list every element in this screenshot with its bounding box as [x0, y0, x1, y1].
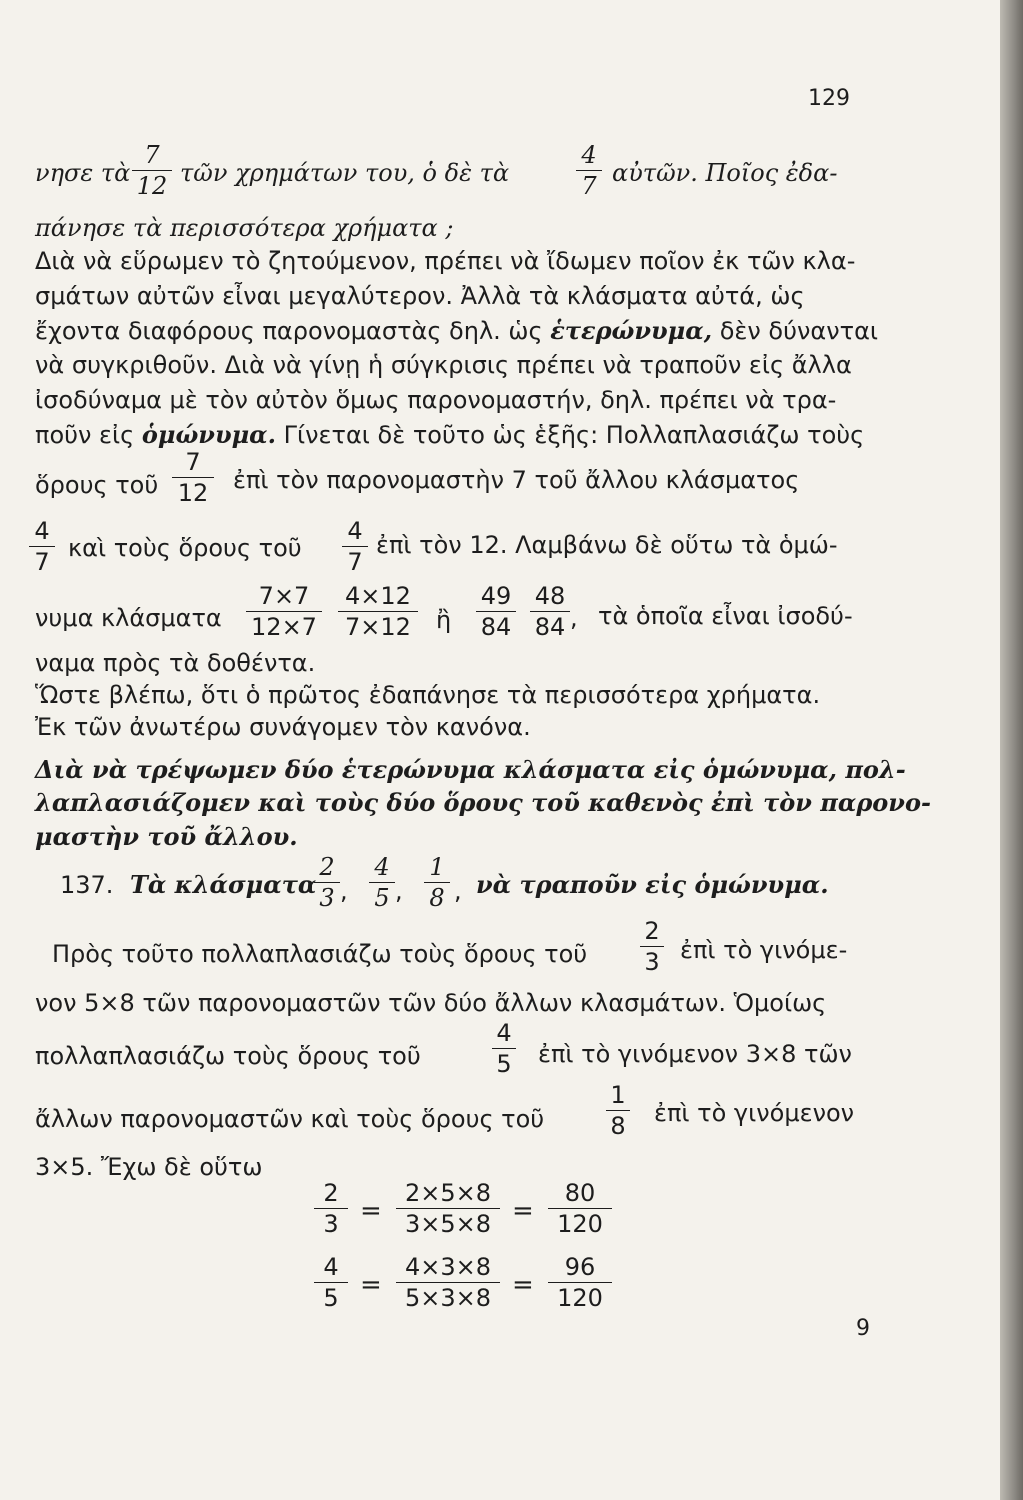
fraction-num: 4 [369, 854, 395, 883]
intro-text-c: αὐτῶν. Ποῖος ἐδα- [612, 159, 838, 187]
fraction-den: 120 [557, 1284, 603, 1312]
text-segment: ἐπὶ τὸν 12. Λαμβάνω δὲ οὕτω τὰ ὁμώ- [376, 531, 838, 559]
fraction-4-7 [342, 518, 368, 576]
text-line: σμάτων αὐτῶν εἶναι μεγαλύτερον. Ἀλλὰ τὰ κλάσματα αὐτά, ὡς [35, 282, 805, 310]
bold-term: ὁμώνυμα. [141, 420, 276, 449]
intro-line-2: πάνησε τὰ περισσότερα χρήματα ; [35, 214, 454, 242]
problem-number: 137. [60, 871, 114, 899]
equation-middle [396, 1180, 500, 1238]
fraction-4-7 [29, 518, 55, 576]
fraction-den: 3 [644, 948, 660, 976]
fraction-7x7-12x7 [246, 583, 322, 641]
fraction-den: 84 [480, 613, 512, 641]
text-segment: πολλαπλασιάζω τοὺς ὅρους τοῦ [35, 1042, 421, 1070]
equals-sign: = [360, 1196, 382, 1226]
text-segment: ἄλλων παρονομαστῶν καὶ τοὺς ὅρους τοῦ [35, 1105, 545, 1133]
fraction-num: 7 [132, 142, 172, 171]
book-edge-shadow [1000, 0, 1023, 1500]
text-line: νὰ συγκριθοῦν. Διὰ νὰ γίνῃ ἡ σύγκρισις πρέπει νὰ τραποῦν εἰς ἄλλα [35, 351, 852, 379]
text-line: 3×5. Ἔχω δὲ οὕτω [35, 1153, 263, 1181]
fraction-49-84 [476, 583, 516, 641]
text-segment: Γίνεται δὲ τοῦτο ὡς ἑξῆς: Πολλαπλασιάζω τοὺς [283, 421, 865, 449]
equals-sign: = [512, 1196, 534, 1226]
fraction-4-5 [369, 854, 395, 912]
fraction-num: 4 [576, 142, 602, 171]
fraction-num: 1 [606, 1082, 630, 1111]
equals-sign: = [512, 1270, 534, 1300]
text-segment: καὶ τοὺς ὅρους τοῦ [68, 534, 302, 562]
bold-term: ἑτερώνυμα, [550, 316, 713, 345]
fraction-num: 2 [314, 854, 340, 883]
fraction-4x12-7x12 [338, 583, 418, 641]
fraction-den: 7 [581, 172, 597, 200]
comma: , [395, 877, 403, 905]
intro-text-a: νησε τὰ [35, 159, 131, 187]
fraction-num: 2 [640, 918, 664, 947]
equation-middle [396, 1254, 500, 1312]
fraction-4-7 [576, 142, 602, 200]
fraction-num: 4 [342, 518, 368, 547]
rule-line: μαστὴν τοῦ ἄλλου. [35, 822, 298, 851]
text-line: Ἐκ τῶν ἀνωτέρω συνάγομεν τὸν κανόνα. [35, 713, 531, 741]
fraction-den: 7 [34, 548, 50, 576]
fraction-num: 4×12 [338, 583, 418, 612]
rule-line: Διὰ νὰ τρέψωμεν δύο ἑτερώνυμα κλάσματα εἰς ὁμώνυμα, πολ- [35, 755, 906, 784]
fraction-den: 84 [534, 613, 566, 641]
comma: , [340, 877, 348, 905]
fraction-den: 5×3×8 [404, 1284, 492, 1312]
text-segment: ἐπὶ τὸ γινόμενον 3×8 τῶν [538, 1040, 852, 1068]
text-line [35, 420, 864, 450]
comma: , [570, 604, 578, 632]
fraction-num: 80 [548, 1180, 612, 1209]
equation-rhs [548, 1254, 612, 1312]
fraction-den: 5 [496, 1050, 512, 1078]
rule-line: λαπλασιάζομεν καὶ τοὺς δύο ὅρους τοῦ καθενὸς ἐπὶ τὸν παρονο- [35, 788, 931, 817]
fraction-den: 3 [323, 1210, 339, 1238]
fraction-den: 3 [319, 884, 335, 912]
fraction-1-8 [424, 854, 450, 912]
fraction-7-12 [172, 449, 214, 507]
fraction-num: 96 [548, 1254, 612, 1283]
equation-rhs [548, 1180, 612, 1238]
text-segment: ποῦν εἰς [35, 421, 135, 449]
fraction-den: 12 [136, 172, 168, 200]
fraction-num: 4 [492, 1020, 516, 1049]
text-segment: ἐπὶ τὸ γινόμενον [654, 1099, 855, 1127]
fraction-num: 4 [314, 1254, 348, 1283]
fraction-num: 7×7 [246, 583, 322, 612]
fraction-den: 7×12 [345, 613, 411, 641]
equation-lhs [314, 1180, 348, 1238]
fraction-48-84 [530, 583, 570, 641]
fraction-den: 12 [177, 479, 209, 507]
fraction-den: 12×7 [251, 613, 317, 641]
text-line: νον 5×8 τῶν παρονομαστῶν τῶν δύο ἄλλων κλασμάτων. Ὁμοίως [35, 989, 827, 1017]
equation-lhs [314, 1254, 348, 1312]
fraction-den: 7 [347, 548, 363, 576]
problem-tail: νὰ τραποῦν εἰς ὁμώνυμα. [476, 870, 829, 899]
fraction-num: 48 [530, 583, 570, 612]
page-number: 129 [808, 86, 850, 111]
text-segment: ἢ [436, 606, 452, 634]
text-segment: ἐπὶ τὸ γινόμε- [680, 936, 848, 964]
text-segment: δὲν δύνανται [719, 317, 879, 345]
text-segment: τὰ ὁποῖα εἶναι ἰσοδύ- [598, 602, 853, 630]
fraction-den: 5 [374, 884, 390, 912]
fraction-num: 1 [424, 854, 450, 883]
fraction-num: 49 [476, 583, 516, 612]
fraction-1-8 [606, 1082, 630, 1140]
equals-sign: = [360, 1270, 382, 1300]
fraction-2-3 [640, 918, 664, 976]
fraction-den: 3×5×8 [404, 1210, 492, 1238]
fraction-7-12 [132, 142, 172, 200]
fraction-num: 7 [172, 449, 214, 478]
text-segment: ἐπὶ τὸν παρονομαστὴν 7 τοῦ ἄλλου κλάσματος [233, 466, 800, 494]
text-segment: ἔχοντα διαφόρους παρονομαστὰς δηλ. ὡς [35, 317, 543, 345]
text-line: ἰσοδύναμα μὲ τὸν αὐτὸν ὅμως παρονομαστήν, δηλ. πρέπει νὰ τρα- [35, 386, 837, 414]
fraction-num: 4×3×8 [396, 1254, 500, 1283]
fraction-2-3 [314, 854, 340, 912]
signature-mark: 9 [856, 1316, 870, 1341]
text-line: Διὰ νὰ εὕρωμεν τὸ ζητούμενον, πρέπει νὰ ἴδωμεν ποῖον ἐκ τῶν κλα- [35, 247, 856, 275]
text-line: ναμα πρὸς τὰ δοθέντα. [35, 649, 316, 677]
intro-text-b: τῶν χρημάτων του, ὁ δὲ τὰ [180, 159, 510, 187]
fraction-4-5 [492, 1020, 516, 1078]
text-line: Ὥστε βλέπω, ὅτι ὁ πρῶτος ἐδαπάνησε τὰ περισσότερα χρήματα. [35, 681, 821, 709]
problem-label: Τὰ κλάσματα [130, 870, 317, 899]
fraction-den: 8 [429, 884, 445, 912]
text-line [35, 316, 878, 346]
fraction-den: 120 [557, 1210, 603, 1238]
fraction-num: 4 [29, 518, 55, 547]
fraction-den: 8 [610, 1112, 626, 1140]
fraction-num: 2 [314, 1180, 348, 1209]
comma: , [454, 877, 462, 905]
text-segment: Πρὸς τοῦτο πολλαπλασιάζω τοὺς ὅρους τοῦ [52, 940, 588, 968]
fraction-den: 5 [323, 1284, 339, 1312]
text-segment: νυμα κλάσματα [35, 604, 222, 632]
fraction-num: 2×5×8 [396, 1180, 500, 1209]
text-segment: ὅρους τοῦ [35, 471, 159, 499]
